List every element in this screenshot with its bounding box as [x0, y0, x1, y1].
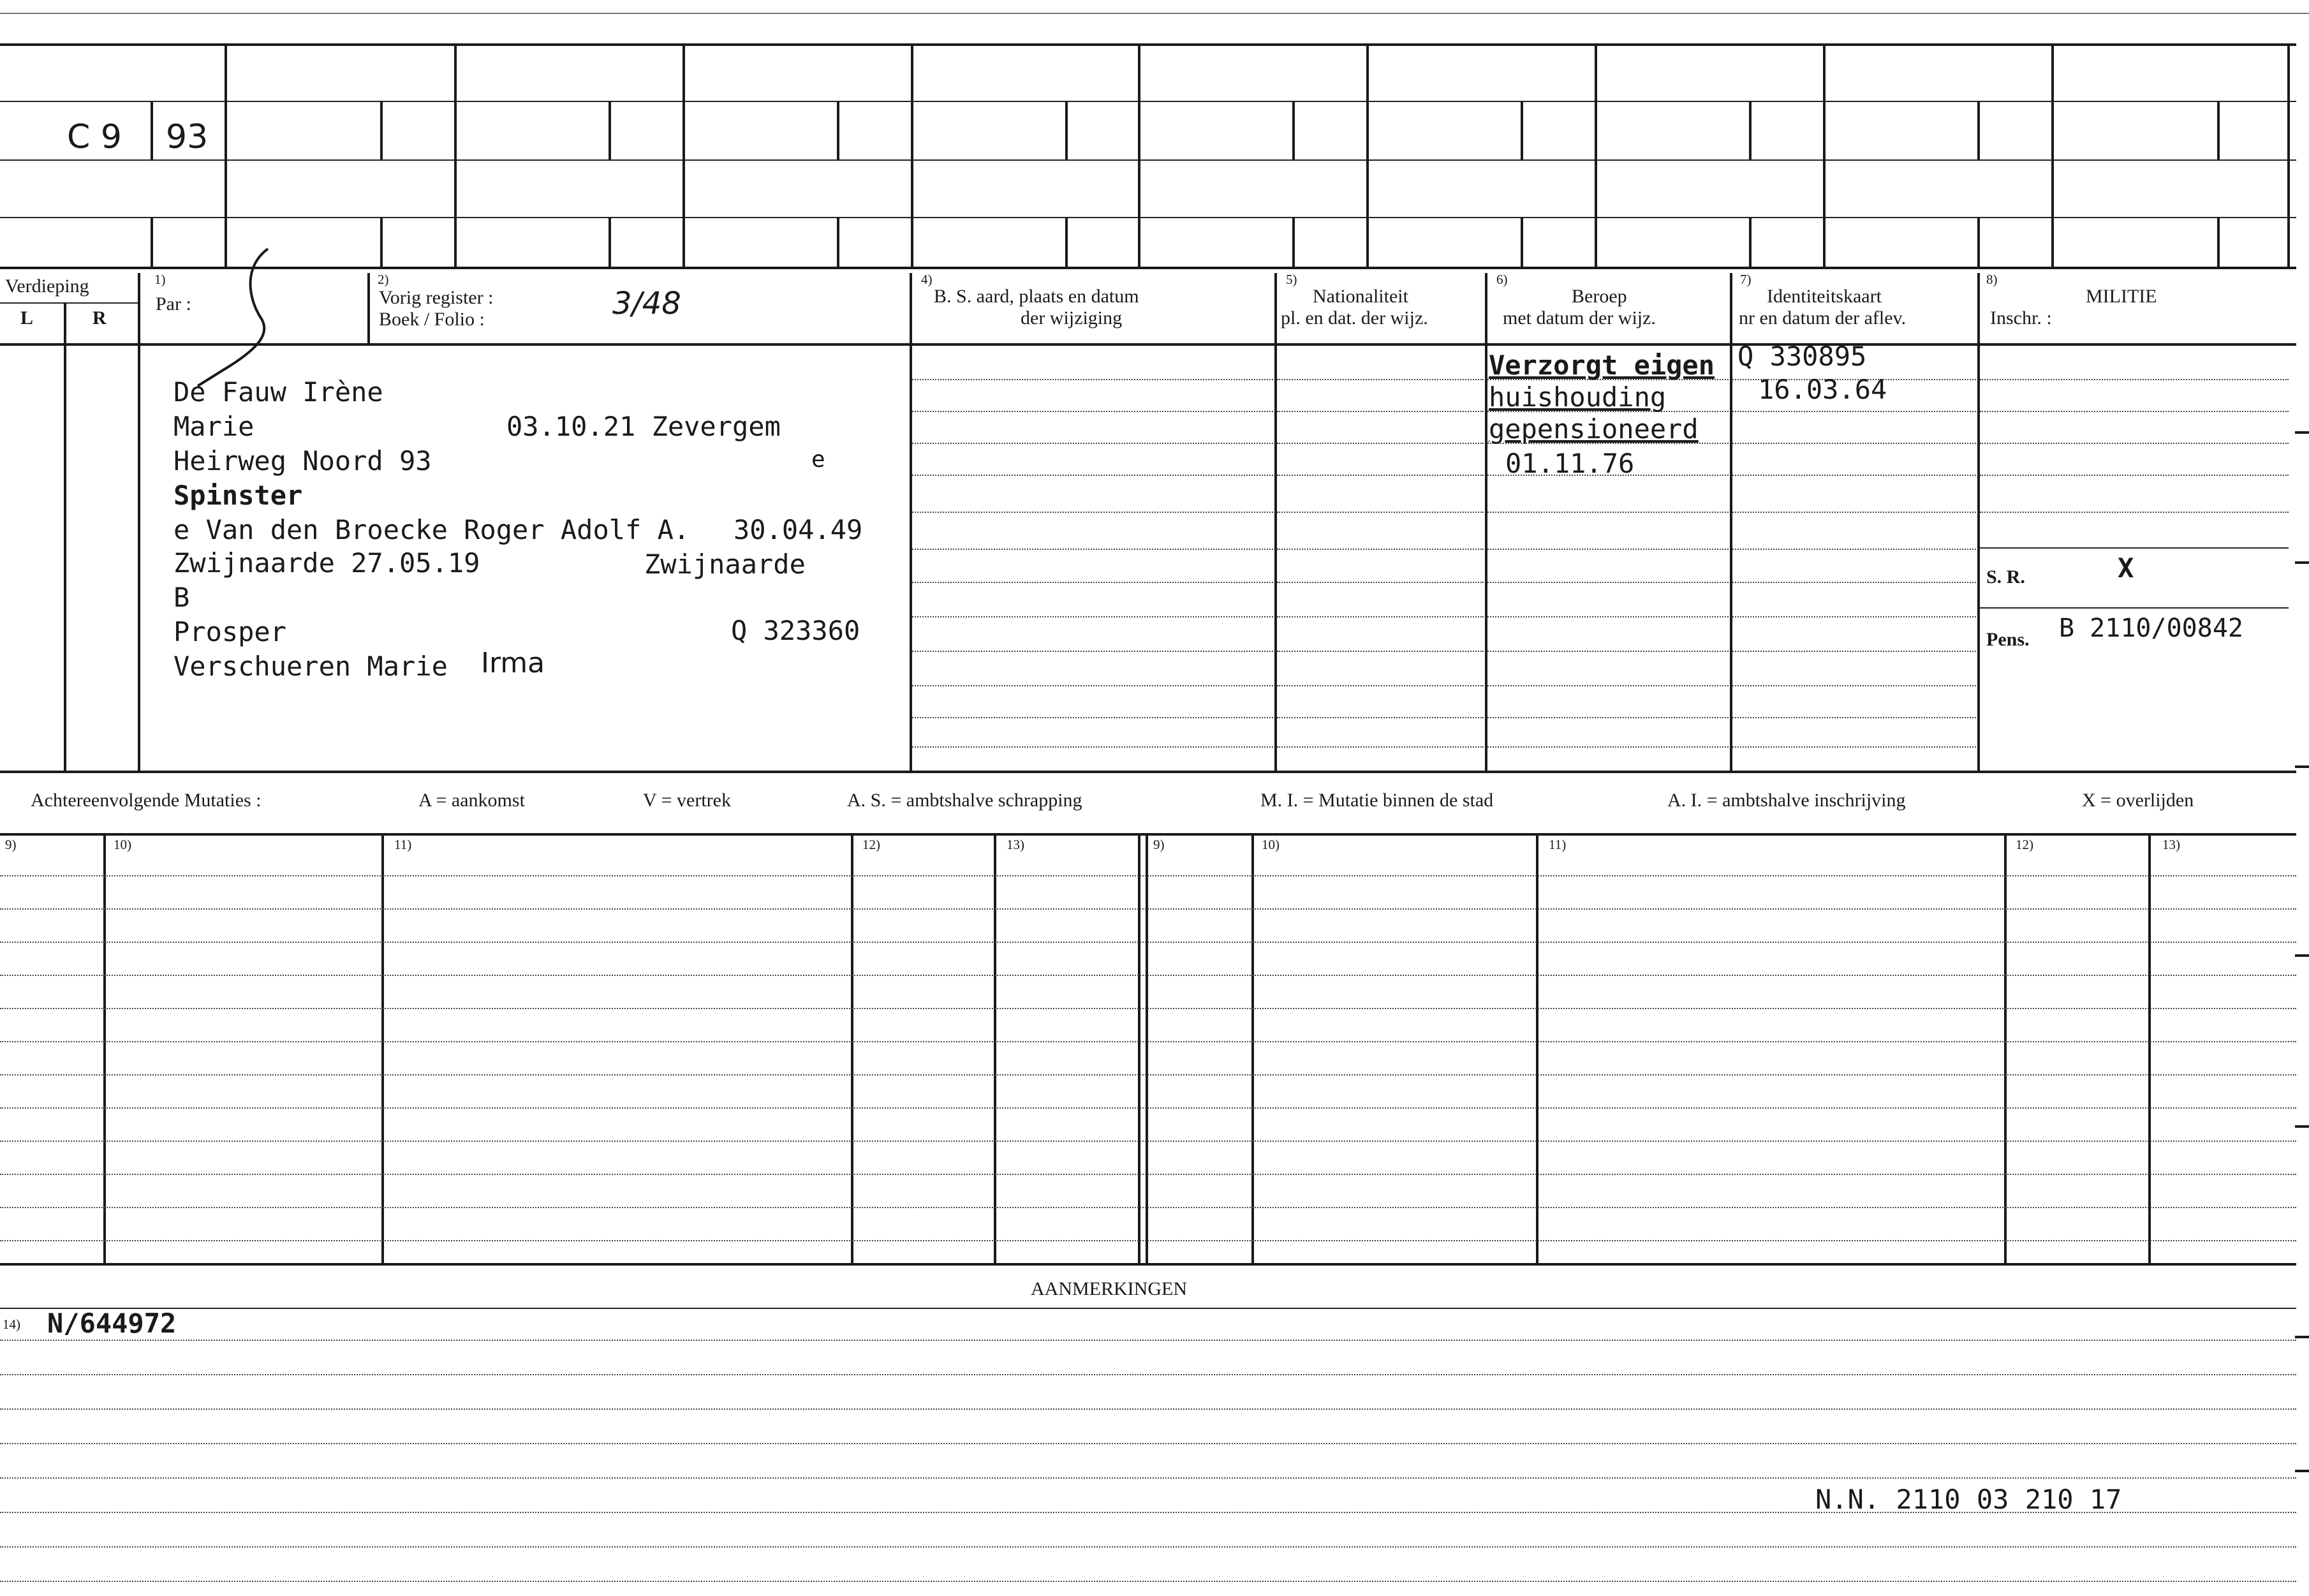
- grid-sub-v: [1292, 101, 1295, 159]
- beroep-line-1: Verzorgt eigen: [1489, 350, 1715, 381]
- col-v-1: [138, 273, 140, 772]
- mutaties-top-line: [0, 833, 2296, 836]
- col4-number: 4): [921, 272, 933, 287]
- grid-v4: [911, 43, 913, 268]
- pen-stroke: [185, 242, 287, 389]
- grid-top-line: [0, 43, 2296, 46]
- mutaties-title: Achtereenvolgende Mutaties :: [31, 790, 262, 811]
- person-marriage-date: 30.04.49: [734, 514, 863, 545]
- person-birth: 03.10.21 Zevergem: [506, 411, 781, 442]
- id-header-1: Identiteitskaart: [1767, 286, 1882, 307]
- inschr-label: Inschr. :: [1990, 307, 2052, 329]
- col-v-8: [1977, 273, 1980, 772]
- nat-header-2: pl. en dat. der wijz.: [1281, 307, 1428, 329]
- grid-sub-v: [2217, 217, 2220, 268]
- vorig-register-label: Vorig register :: [379, 287, 494, 308]
- legend-vertrek: V = vertrek: [643, 790, 731, 811]
- register-number: 93: [166, 118, 209, 156]
- legend-mutatie: M. I. = Mutatie binnen de stad: [1260, 790, 1494, 811]
- grid-sub-v: [1749, 217, 1752, 268]
- grid-sub-v: [380, 101, 383, 159]
- boek-folio-label: Boek / Folio :: [379, 309, 485, 330]
- aanmerkingen-value: N/644972: [47, 1308, 177, 1339]
- aanmerkingen-number: 14): [3, 1317, 20, 1332]
- grid-sub-v: [1521, 101, 1523, 159]
- grid-sub-v: [1749, 101, 1752, 159]
- grid-v6: [1366, 43, 1369, 268]
- verdieping-label: Verdieping: [5, 276, 89, 297]
- grid-v5: [1138, 43, 1140, 268]
- col-v-lr: [64, 302, 66, 772]
- grid-sub-v: [1065, 101, 1068, 159]
- col5-number: 5): [1286, 272, 1297, 287]
- person-mother-handwritten: Irma: [481, 647, 545, 679]
- sr-value: X: [2118, 552, 2134, 584]
- grid-sub-v: [609, 217, 611, 268]
- floor-r-label: R: [92, 307, 107, 329]
- col-v-7: [1730, 273, 1732, 772]
- person-line7: B: [173, 582, 190, 613]
- mut-col-13a: 13): [1007, 837, 1024, 852]
- grid-v9: [2051, 43, 2054, 268]
- top-edge: [0, 13, 2309, 14]
- grid-sub-v: [837, 101, 839, 159]
- pens-value: B 2110/00842: [2059, 614, 2243, 643]
- person-spouse-place: Zwijnaarde: [644, 549, 806, 580]
- legend-schrapping: A. S. = ambtshalve schrapping: [847, 790, 1082, 811]
- grid-line-2: [0, 101, 2296, 102]
- militie-header: MILITIE: [2086, 286, 2157, 307]
- grid-sub-v: [2217, 101, 2220, 159]
- person-spouse: e Van den Broecke Roger Adolf A.: [173, 514, 690, 545]
- grid-sub-v: [1977, 101, 1980, 159]
- bs-header-1: B. S. aard, plaats en datum: [934, 286, 1139, 307]
- mut-col-10a: 10): [114, 837, 131, 852]
- person-mark: e: [811, 447, 825, 473]
- person-father: Prosper: [173, 616, 287, 647]
- mutaties-bottom-line: [0, 1263, 2296, 1266]
- person-spouse-birth: Zwijnaarde 27.05.19: [173, 547, 480, 579]
- mut-col-12b: 12): [2016, 837, 2033, 852]
- grid-v10: [2287, 43, 2290, 268]
- beroep-line-3: gepensioneerd: [1489, 413, 1699, 445]
- mut-col-11b: 11): [1549, 837, 1567, 852]
- sr-label: S. R.: [1986, 566, 2025, 587]
- grid-v7: [1595, 43, 1597, 268]
- mut-col-11a: 11): [394, 837, 412, 852]
- person-address: Heirweg Noord 93: [173, 445, 432, 477]
- person-name: De Fauw Irène: [173, 376, 383, 408]
- grid-line-4: [0, 217, 2296, 218]
- person-mother: Verschueren Marie: [173, 651, 448, 682]
- beroep-header-2: met datum der wijz.: [1503, 307, 1656, 329]
- aanmerkingen-title: AANMERKINGEN: [1031, 1278, 1187, 1299]
- register-code: C 9: [67, 118, 122, 156]
- col6-number: 6): [1496, 272, 1508, 287]
- aanmerkingen-line: [0, 1308, 2296, 1309]
- mut-col-13b: 13): [2162, 837, 2180, 852]
- mut-col-9b: 9): [1153, 837, 1165, 852]
- person-occupation: Spinster: [173, 480, 303, 511]
- boek-folio-value: 3/48: [612, 286, 681, 321]
- par-label: Par :: [156, 293, 191, 314]
- id-card-date: 16.03.64: [1758, 374, 1887, 405]
- col-v-2: [367, 273, 370, 344]
- person-id-number: Q 323360: [731, 615, 860, 646]
- legend-inschrijving: A. I. = ambtshalve inschrijving: [1667, 790, 1906, 811]
- col-v-6: [1485, 273, 1487, 772]
- mut-col-10b: 10): [1262, 837, 1280, 852]
- nat-header-1: Nationaliteit: [1313, 286, 1408, 307]
- grid-sub-v: [380, 217, 383, 268]
- col8-number: 8): [1986, 272, 1998, 287]
- col7-number: 7): [1740, 272, 1752, 287]
- pens-label: Pens.: [1986, 629, 2030, 650]
- col2-number: 2): [378, 272, 389, 287]
- legend-overlijden: X = overlijden: [2082, 790, 2194, 811]
- id-card-number: Q 330895: [1737, 341, 1867, 372]
- col-v-4: [910, 273, 912, 772]
- grid-sub-v: [1292, 217, 1295, 268]
- header-bottom-line: [0, 343, 2296, 346]
- floor-l-label: L: [20, 307, 34, 329]
- grid-v1: [225, 43, 227, 268]
- grid-sub-v: [1065, 217, 1068, 268]
- verdieping-divider: [0, 302, 140, 304]
- beroep-header-1: Beroep: [1572, 286, 1627, 307]
- grid-line-3: [0, 159, 2296, 161]
- body-bottom-line: [0, 771, 2296, 773]
- grid-sub-v: [609, 101, 611, 159]
- grid-sub-v: [837, 217, 839, 268]
- person-first-name: Marie: [173, 411, 255, 442]
- id-header-2: nr en datum der aflev.: [1739, 307, 1907, 329]
- grid-v3: [682, 43, 685, 268]
- grid-sub-v: [1521, 217, 1523, 268]
- grid-v8: [1823, 43, 1826, 268]
- beroep-line-4: 01.11.76: [1505, 448, 1635, 479]
- col-v-5: [1274, 273, 1277, 772]
- beroep-line-2: huishouding: [1489, 381, 1667, 413]
- grid-bottom-line: [0, 267, 2296, 269]
- mut-col-12a: 12): [862, 837, 880, 852]
- grid-sub-v: [151, 101, 153, 159]
- nn-number: N.N. 2110 03 210 17: [1815, 1484, 2122, 1515]
- mut-col-9a: 9): [5, 837, 17, 852]
- grid-sub-v: [1977, 217, 1980, 268]
- col1-number: 1): [154, 272, 166, 287]
- legend-aankomst: A = aankomst: [418, 790, 525, 811]
- grid-sub-v: [151, 217, 153, 268]
- grid-v2: [454, 43, 457, 268]
- bs-header-2: der wijziging: [1021, 307, 1123, 329]
